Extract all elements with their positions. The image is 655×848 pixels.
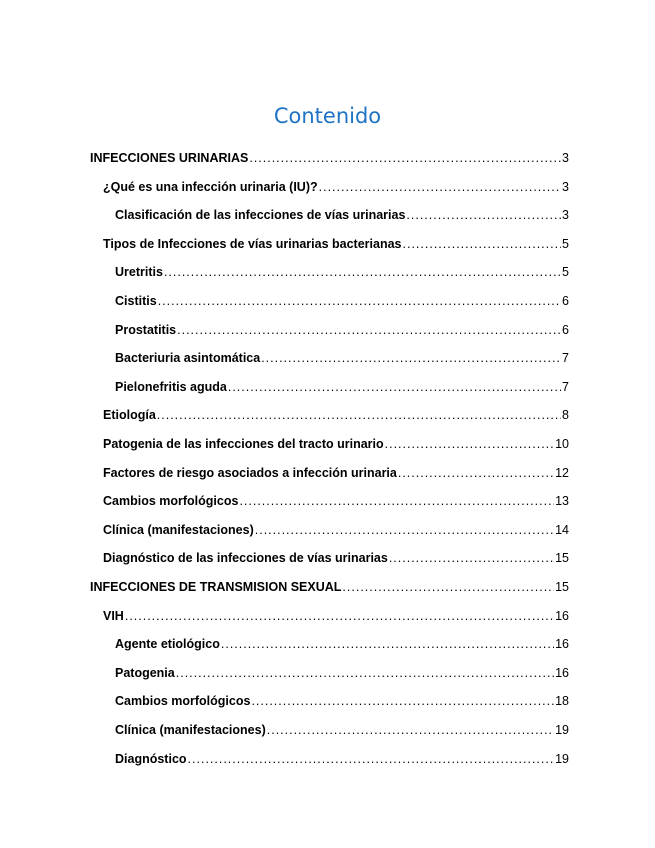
toc-entry-title: Bacteriuria asintomática (115, 351, 261, 366)
toc-page-number: 15 (555, 580, 569, 594)
toc-entry-title: Clínica (manifestaciones) (115, 723, 266, 737)
toc-entry-title: Prostatitis (115, 322, 177, 337)
toc-dot-leader (403, 237, 562, 251)
toc-entry-title: Diagnóstico (115, 751, 187, 766)
toc-entry[interactable] (115, 723, 569, 741)
toc-page-number: 16 (555, 665, 569, 680)
toc-page-number: 15 (555, 551, 569, 566)
toc-page-number: 16 (555, 608, 569, 623)
toc-dot-leader (249, 151, 561, 165)
toc-entry[interactable] (103, 437, 569, 455)
toc-entry-title: Agente etiológico (115, 637, 220, 652)
toc-dot-leader (239, 494, 554, 508)
toc-dot-leader (385, 437, 554, 451)
toc-entry[interactable] (115, 637, 569, 655)
toc-dot-leader (342, 580, 554, 594)
toc-page-number: 3 (562, 151, 569, 165)
toc-title: Contenido (273, 104, 382, 128)
toc-dot-leader (267, 723, 554, 737)
toc-dot-leader (228, 380, 561, 394)
toc-dot-leader (176, 666, 554, 680)
toc-page-number: 7 (562, 351, 569, 366)
toc-dot-leader (319, 180, 561, 194)
toc-entry[interactable] (103, 609, 569, 627)
toc-page-number: 14 (555, 522, 569, 537)
toc-page-number: 8 (562, 408, 569, 423)
toc-dot-leader (406, 208, 561, 222)
toc-entry-title: Clínica (manifestaciones) (103, 522, 254, 537)
toc-entry-title: VIH (103, 608, 124, 623)
toc-entry-title: Uretritis (115, 265, 163, 280)
toc-entry-title: ¿Qué es una infección urinaria (IU)? (103, 179, 318, 194)
toc-entry[interactable] (115, 752, 569, 770)
toc-dot-leader (221, 637, 554, 651)
toc-entry[interactable] (90, 151, 569, 169)
toc-entry[interactable] (115, 351, 569, 369)
toc-entry[interactable] (90, 580, 569, 598)
toc-entry[interactable] (115, 323, 569, 341)
toc-page-number: 16 (555, 637, 569, 652)
toc-dot-leader (389, 551, 554, 565)
toc-entry[interactable] (115, 380, 569, 398)
toc-page-number: 6 (562, 294, 569, 308)
toc-entry[interactable] (103, 494, 569, 512)
toc-entry-title: Etiología (103, 408, 156, 423)
toc-dot-leader (251, 694, 554, 708)
toc-page-number: 3 (562, 208, 569, 223)
toc-entry-title: Patogenia (115, 665, 175, 680)
toc-entry[interactable] (115, 294, 569, 312)
toc-dot-leader (125, 609, 554, 623)
toc-entry-title: Patogenia de las infecciones del tracto urinario (103, 437, 384, 451)
toc-dot-leader (398, 466, 554, 480)
toc-entry[interactable] (115, 666, 569, 684)
toc-entry-title: INFECCIONES URINARIAS (90, 151, 249, 165)
toc-dot-leader (164, 265, 561, 279)
toc-page-number: 12 (555, 465, 569, 480)
toc-dot-leader (177, 323, 561, 337)
toc-entry-title: Tipos de Infecciones de vías urinarias bacterianas (103, 236, 402, 251)
toc-entry[interactable] (103, 237, 569, 255)
toc-dot-leader (255, 523, 554, 537)
toc-entry[interactable] (115, 694, 569, 712)
toc-page-number: 5 (562, 236, 569, 251)
toc-page-number: 18 (555, 694, 569, 709)
toc-entry-title: Cistitis (115, 294, 157, 308)
toc-page-number: 6 (562, 322, 569, 337)
toc-entry[interactable] (103, 408, 569, 426)
toc-entry-title: Cambios morfológicos (103, 494, 239, 509)
toc-page-number: 7 (562, 379, 569, 394)
toc-entry[interactable] (115, 208, 569, 226)
toc-entry-title: Clasificación de las infecciones de vías urinarias (115, 208, 406, 223)
toc-entry-title: Diagnóstico de las infecciones de vías urinarias (103, 551, 388, 566)
toc-entry[interactable] (103, 551, 569, 569)
toc-dot-leader (158, 294, 561, 308)
toc-page-number: 13 (555, 494, 569, 509)
toc-entry-title: INFECCIONES DE TRANSMISION SEXUAL (90, 580, 342, 594)
toc-entry-title: Cambios morfológicos (115, 694, 251, 709)
toc-entry[interactable] (103, 180, 569, 198)
toc-dot-leader (261, 351, 561, 365)
toc-entry[interactable] (103, 466, 569, 484)
toc-entry[interactable] (115, 265, 569, 283)
toc-page-number: 19 (555, 723, 569, 737)
toc-entry-title: Pielonefritis aguda (115, 379, 227, 394)
toc-page-number: 3 (562, 179, 569, 194)
toc-dot-leader (157, 408, 561, 422)
toc-entry-title: Factores de riesgo asociados a infección urinaria (103, 465, 397, 480)
toc-page-number: 19 (555, 751, 569, 766)
toc-entry[interactable] (103, 523, 569, 541)
toc-dot-leader (188, 752, 555, 766)
toc-page-number: 5 (562, 265, 569, 280)
toc-page-number: 10 (555, 437, 569, 451)
